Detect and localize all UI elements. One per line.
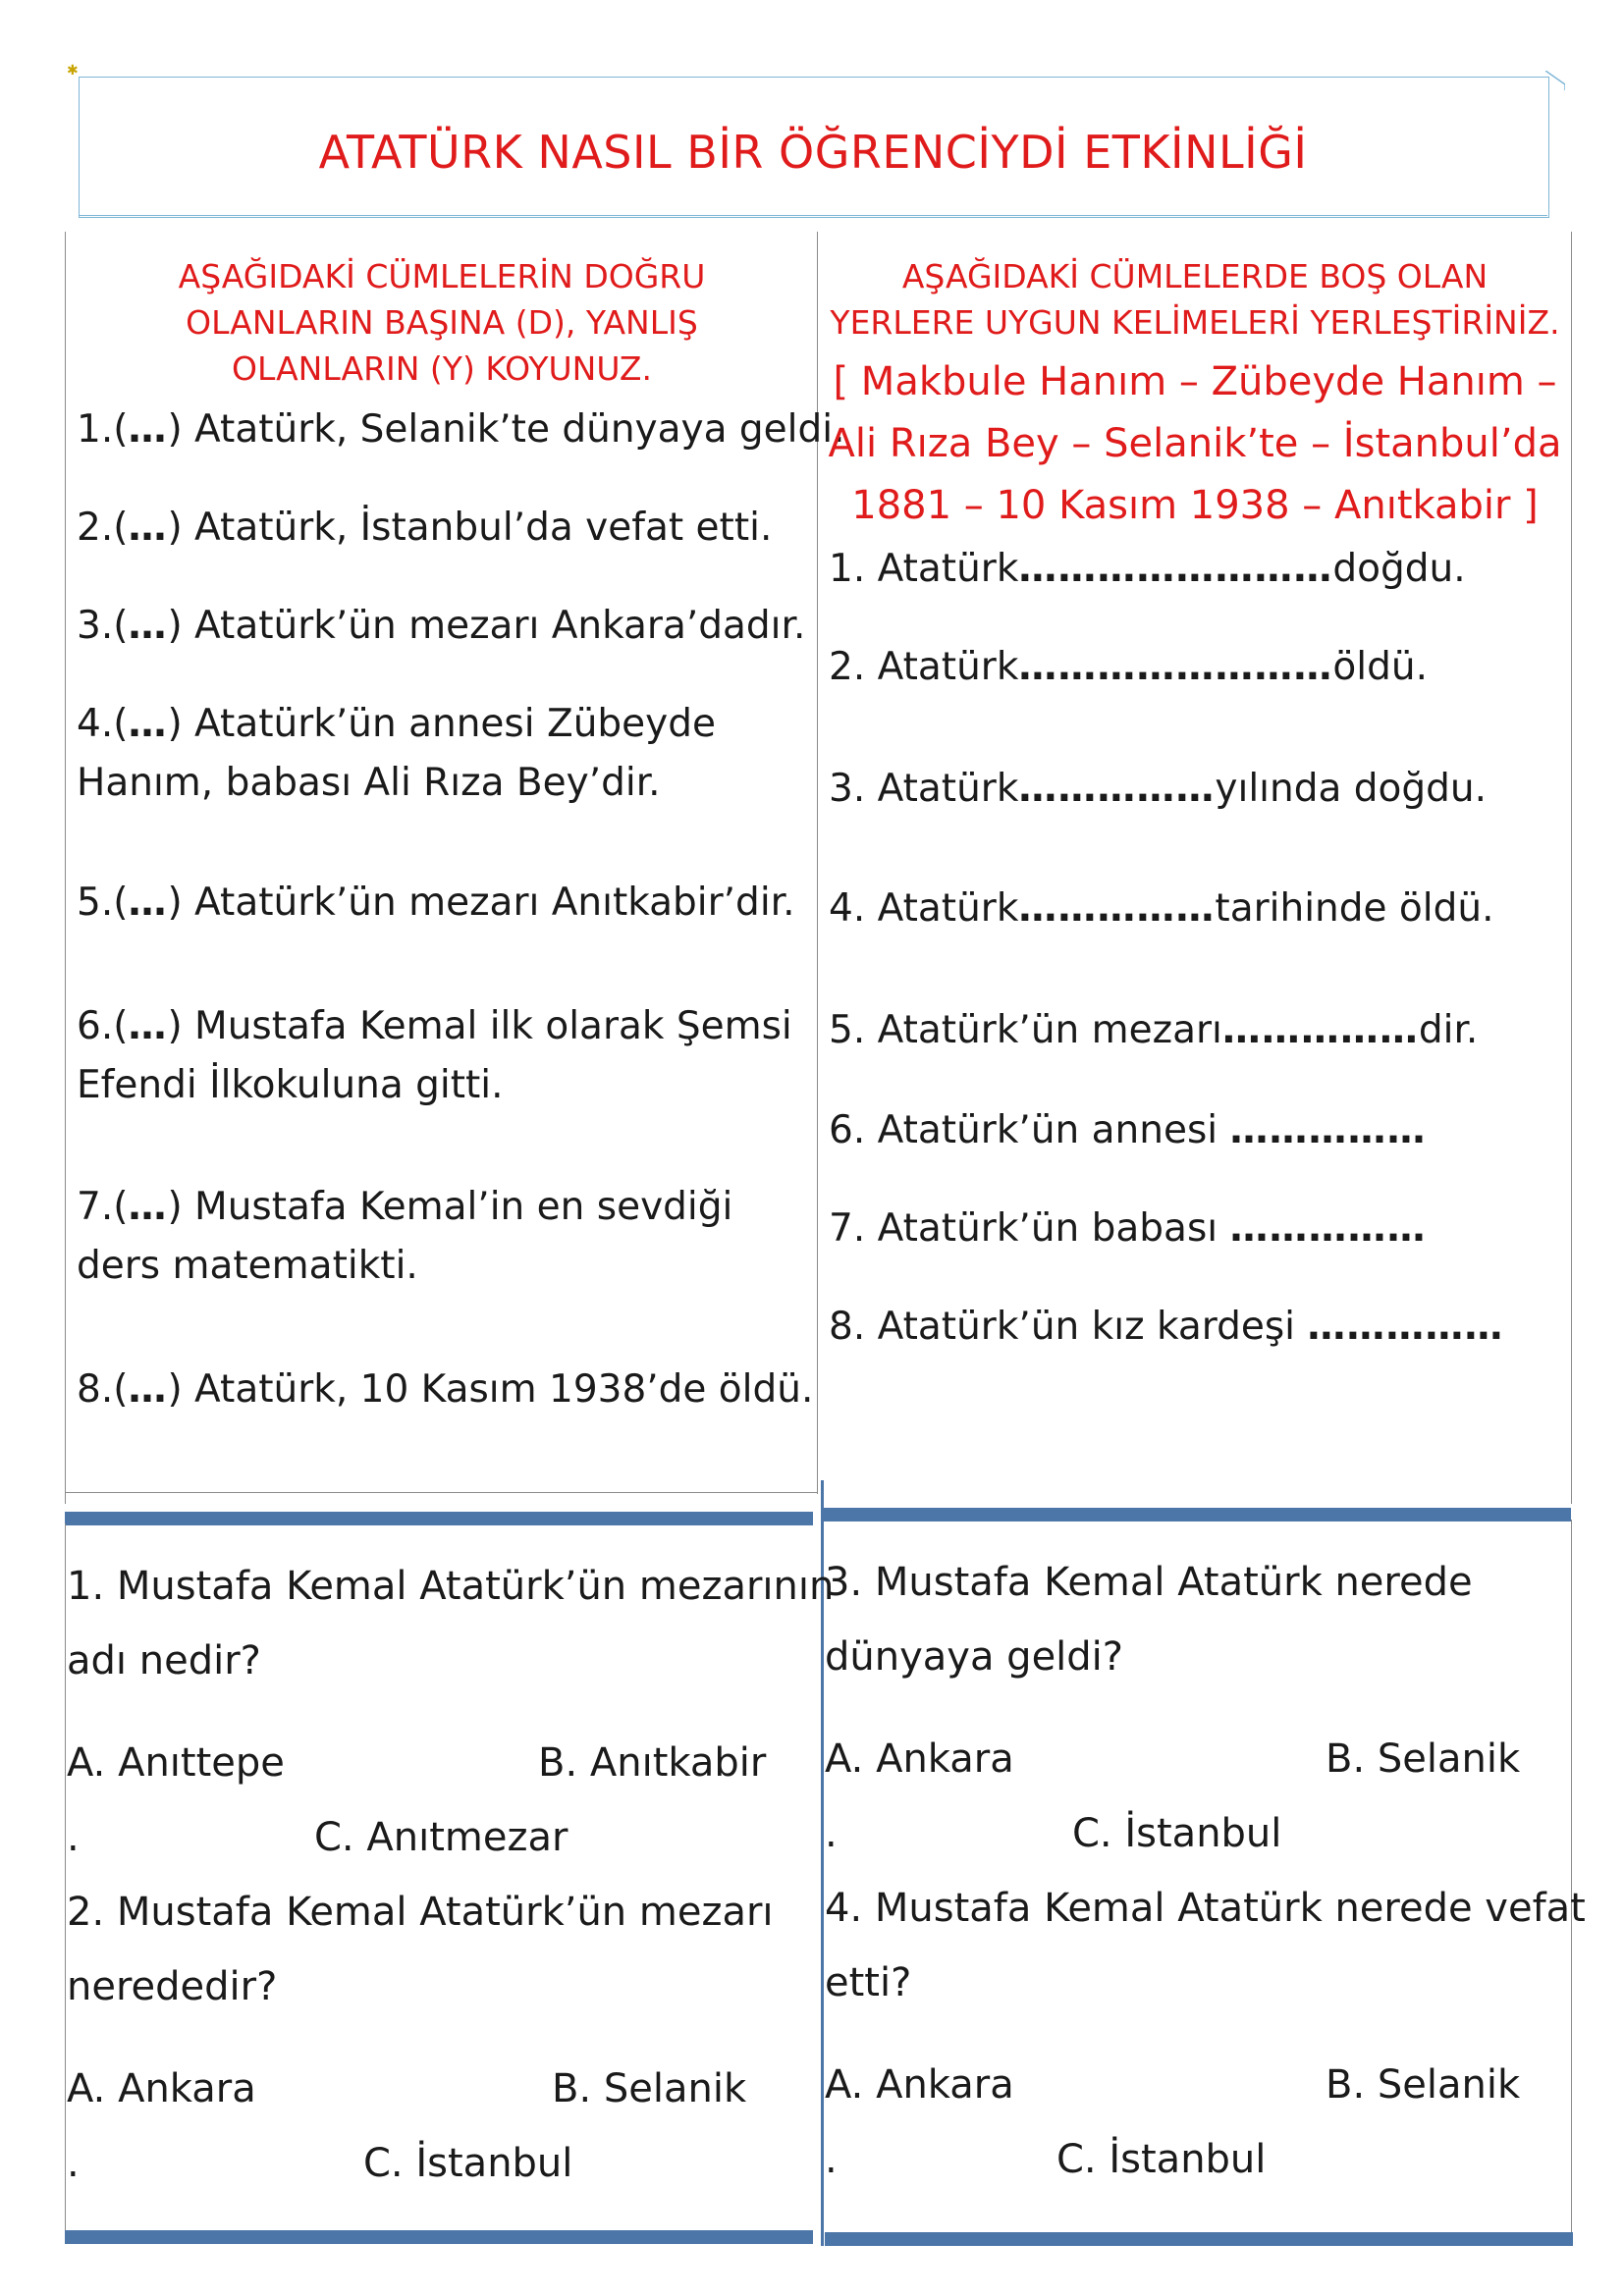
fill-blank[interactable]: …………………… [1018,645,1333,689]
frame-right-border [1571,232,1572,1504]
instruction-line: OLANLARIN BAŞINA (D), YANLIŞ [186,303,698,342]
answer-blank[interactable]: … [128,1004,168,1048]
statement-4 [77,695,716,813]
question-text-continued: etti? [825,1960,912,2005]
option-a[interactable]: A. Anıttepe [67,1740,285,1786]
option-a[interactable]: A. Ankara [825,2062,1014,2108]
instruction-line: YERLERE UYGUN KELİMELERİ YERLEŞTİRİNİZ. [830,303,1560,342]
blank-item-prefix: 7. Atatürk’ün babası [829,1206,1230,1251]
blank-item-suffix: tarihinde öldü. [1215,886,1494,931]
option-b[interactable]: B. Selanik [1326,2062,1521,2108]
statement-3 [77,597,805,656]
fill-blanks-instructions [821,253,1569,346]
stray-dot: . [825,1811,838,1856]
statement-text: ) Mustafa Kemal ilk olarak Şemsi [167,1004,792,1048]
word-bank-line: [ Makbule Hanım – Zübeyde Hanım – [833,359,1557,404]
lower-left-border [65,1523,66,2242]
question-text-continued: dünyaya geldi? [825,1634,1124,1680]
question-text: 2. Mustafa Kemal Atatürk’ün mezarı [67,1890,774,1935]
statement-number: 8.( [77,1367,129,1412]
statement-text: ) Atatürk’ün mezarı Anıtkabir’dir. [167,881,795,925]
statement-text: ) Atatürk, Selanik’te dünyaya geldi. [167,407,845,452]
frame-left-border [65,232,66,1504]
statement-number: 7.( [77,1185,129,1229]
word-bank-line: Ali Rıza Bey – Selanik’te – İstanbul’da [828,421,1562,466]
blank-item-suffix: öldü. [1332,645,1428,689]
statement-text: ) Atatürk, İstanbul’da vefat etti. [167,506,773,550]
question-text: 3. Mustafa Kemal Atatürk nerede [825,1560,1473,1605]
question-text: 1. Mustafa Kemal Atatürk’ün mezarının [67,1564,835,1609]
fill-blank[interactable]: …………… [1229,1206,1427,1251]
option-b[interactable]: B. Selanik [552,2066,747,2111]
pin-icon: ✱ [67,63,79,79]
statement-number: 2.( [77,506,129,550]
statement-text: ) Atatürk’ün annesi Zübeyde [167,702,716,746]
blank-item-prefix: 3. Atatürk [829,767,1019,811]
word-bank-line: 1881 – 10 Kasım 1938 – Anıtkabir ] [851,483,1539,528]
statement-text-continued: ders matematikti. [77,1244,418,1288]
page-title: ATATÜRK NASIL BİR ÖĞRENCİYDİ ETKİNLİĞİ [318,126,1308,179]
statement-text-continued: Hanım, babası Ali Rıza Bey’dir. [77,761,661,805]
statement-1 [77,400,844,459]
answer-blank[interactable]: … [128,1367,168,1412]
statement-7 [77,1178,732,1296]
blank-item-suffix: doğdu. [1332,547,1466,591]
statement-2 [77,499,772,558]
instruction-line: AŞAĞIDAKİ CÜMLELERDE BOŞ OLAN [901,257,1489,295]
stray-dot: . [67,2141,80,2186]
blank-item-3 [829,760,1487,819]
blank-item-5 [829,1001,1478,1060]
statement-number: 1.( [77,407,129,452]
fill-blank[interactable]: …………… [1229,1108,1427,1152]
question-text-continued: adı nedir? [67,1638,261,1683]
statement-text: ) Mustafa Kemal’in en sevdiği [167,1185,733,1229]
answer-blank[interactable]: … [128,407,168,452]
answer-blank[interactable]: … [128,702,168,746]
blue-bottom-left [65,2230,813,2244]
question-text: 4. Mustafa Kemal Atatürk nerede vefat [825,1886,1586,1931]
blank-item-2 [829,638,1428,697]
option-c[interactable]: C. Anıtmezar [314,1815,568,1860]
statement-text: ) Atatürk, 10 Kasım 1938’de öldü. [167,1367,814,1412]
frame-bottom-line [65,1492,817,1493]
blank-item-4 [829,880,1493,938]
statement-6 [77,997,792,1115]
option-a[interactable]: A. Ankara [67,2066,256,2111]
blank-item-suffix: yılında doğdu. [1215,767,1488,811]
true-false-instructions [69,253,815,392]
option-a[interactable]: A. Ankara [825,1736,1014,1782]
blue-bottom-right [825,2232,1573,2246]
statement-number: 4.( [77,702,129,746]
stray-dot: . [67,1815,80,1860]
blank-item-prefix: 4. Atatürk [829,886,1019,931]
fill-blank[interactable]: …………… [1221,1008,1419,1052]
option-b[interactable]: B. Anıtkabir [538,1740,767,1786]
stray-dot: . [825,2137,838,2182]
blank-item-prefix: 8. Atatürk’ün kız kardeşi [829,1305,1308,1349]
answer-blank[interactable]: … [128,881,168,925]
question-text-continued: nerededir? [67,1964,278,2009]
statement-text-continued: Efendi İlkokuluna gitti. [77,1063,504,1107]
fill-blank[interactable]: …………………… [1018,547,1333,591]
answer-blank[interactable]: … [128,506,168,550]
statement-text: ) Atatürk’ün mezarı Ankara’dadır. [167,604,806,648]
fill-blank[interactable]: …………… [1018,767,1216,811]
blank-item-prefix: 6. Atatürk’ün annesi [829,1108,1230,1152]
page-fold-icon [1545,71,1565,90]
statement-number: 5.( [77,881,129,925]
blank-item-prefix: 5. Atatürk’ün mezarı [829,1008,1222,1052]
blank-item-6 [829,1101,1427,1160]
blank-item-8 [829,1298,1503,1357]
statement-number: 6.( [77,1004,129,1048]
instruction-line: OLANLARIN (Y) KOYUNUZ. [231,349,652,388]
title-divider [79,215,1547,216]
statement-8 [77,1361,813,1419]
option-b[interactable]: B. Selanik [1326,1736,1521,1782]
fill-blank[interactable]: …………… [1018,886,1216,931]
blank-item-1 [829,540,1466,599]
statement-5 [77,874,795,933]
answer-blank[interactable]: … [128,604,168,648]
answer-blank[interactable]: … [128,1185,168,1229]
option-c[interactable]: C. İstanbul [363,2141,573,2186]
blank-item-prefix: 2. Atatürk [829,645,1019,689]
blank-item-7 [829,1200,1427,1258]
word-bank [821,351,1569,537]
blue-divider-left [65,1512,813,1525]
blank-item-suffix: dir. [1418,1008,1479,1052]
statement-number: 3.( [77,604,129,648]
blue-divider-right [823,1508,1571,1522]
option-c[interactable]: C. İstanbul [1072,1811,1282,1856]
instruction-line: AŞAĞIDAKİ CÜMLELERİN DOĞRU [178,257,706,295]
option-c[interactable]: C. İstanbul [1056,2137,1267,2182]
fill-blank[interactable]: …………… [1307,1305,1504,1349]
blank-item-prefix: 1. Atatürk [829,547,1019,591]
